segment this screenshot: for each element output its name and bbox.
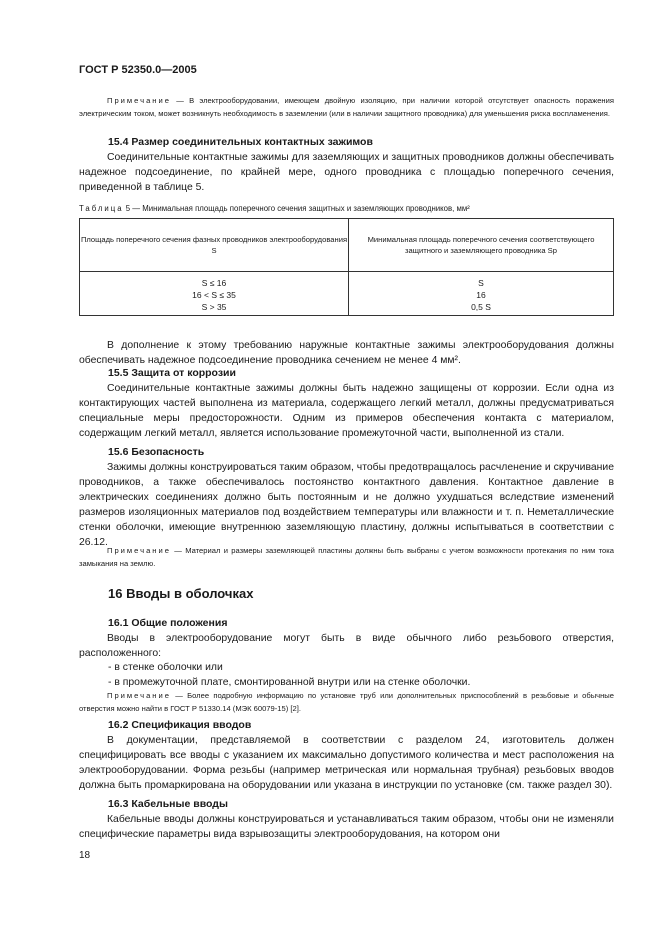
list-item: - в промежуточной плате, смонтированной внутри или на стенке оболочки.: [108, 677, 471, 688]
table-cell: 16 < S ≤ 35: [192, 290, 236, 300]
section-16-3-text: Кабельные вводы должны конструироваться и устанавливаться таким образом, чтобы они не изменяли специфические параметры вида взрывозащиты электрооборудования, на котором они: [79, 814, 614, 840]
table-header-divider: [80, 271, 613, 272]
section-16-1-list: [108, 660, 470, 690]
note-label: Примечание: [107, 691, 171, 700]
table-label: Таблица: [79, 204, 124, 213]
table-5-caption: [79, 204, 614, 213]
table-cell: 0,5 S: [471, 302, 491, 312]
table-header-protective-section: Минимальная площадь поперечного сечения соответствующего защитного и заземляющего проводника Sр: [367, 235, 595, 255]
table-column-protective-values: [349, 277, 613, 313]
table-caption-text: 5 — Минимальная площадь поперечного сечения защитных и заземляющих проводников, мм²: [125, 204, 470, 213]
table-cell: S: [478, 278, 484, 288]
table-cell: S > 35: [201, 302, 227, 312]
section-16-1-title: 16.1 Общие положения: [108, 617, 228, 629]
section-16-2-text: В документации, представляемой в соответствии с разделом 24, изготовитель должен специфицировать все вводы с указанием их максимально допустимого количества и мест расположения на электрооборудовании. Форма резьбы (например метрическая или нормальная трубная) резьбовых вводов должна быть промаркирована на оборудовании или указана в инструкции по установке (см. также раздел 30).: [79, 735, 614, 791]
note-text: — В электрооборудовании, имеющем двойную изоляцию, при наличии которой отсутствует опасность поражения электрическим током, может возникнуть необходимость в заземлении (или в наличии защитного проводника) для уменьшения риска воспламенения.: [79, 96, 614, 118]
section-15-4-text: Соединительные контактные зажимы для заземляющих и защитных проводников должны обеспечивать надежное подсоединение, по крайней мере, одного проводника с площадью поперечного сечения, приведенной в таблице 5.: [79, 152, 614, 193]
section-15-6-title: 15.6 Безопасность: [108, 446, 205, 458]
note-conduit-installation: [79, 690, 614, 715]
section-15-6-text: Зажимы должны конструироваться таким образом, чтобы предотвращалось расчленение и скручивание проводников, а также обеспечивалось постоянство контактного давления. Контактное давление в электрических соединениях должно быть постоянным и не должно ухудшаться вследствие изменений размеров изоляционных материалов под воздействием температуры или влажности и т. п. Неметаллические стенки оболочки, имеющие внутреннюю заземляющую пластину, должны испытываться в соответствии с 26.12.: [79, 462, 614, 548]
section-16-1-text: Вводы в электрооборудование могут быть в виде обычного либо резьбового отверстия, расположенного:: [79, 633, 614, 659]
note-text: — Материал и размеры заземляющей пластины должны быть выбраны с учетом возможности протекания по ним тока замыкания на землю.: [79, 546, 614, 568]
table-5: [79, 218, 614, 316]
table-cell: 16: [476, 290, 486, 300]
section-15-4-title: 15.4 Размер соединительных контактных зажимов: [108, 136, 373, 148]
note-label: Примечание: [107, 96, 171, 105]
table-cell: S ≤ 16: [201, 278, 227, 288]
table-header-phase-section: Площадь поперечного сечения фазных проводников электрооборудования S: [80, 235, 348, 255]
table-column-phase-values: [80, 277, 348, 313]
document-header: ГОСТ Р 52350.0—2005: [79, 64, 197, 76]
section-15-5-text: Соединительные контактные зажимы должны быть надежно защищены от коррозии. Если одна из контактирующих частей выполнена из материала, содержащего легкий металл, должны предусматриваться специальные меры предосторожности. Одним из примеров обеспечения контакта с материалом, содержащим легкий металл, является использование промежуточной части, выполненной из стали.: [79, 383, 614, 439]
section-15-5-title: 15.5 Защита от коррозии: [108, 367, 236, 379]
after-table-text: В дополнение к этому требованию наружные контактные зажимы электрооборудования должны обеспечивать надежное подсоединение проводника сечением не менее 4 мм².: [79, 340, 614, 366]
note-double-insulation: [79, 95, 614, 120]
page-number: 18: [79, 850, 91, 861]
section-16-3-title: 16.3 Кабельные вводы: [108, 798, 228, 810]
section-16-2-title: 16.2 Спецификация вводов: [108, 719, 252, 731]
list-item: - в стенке оболочки или: [108, 662, 223, 673]
note-text: — Более подробную информацию по установке труб или дополнительных приспособлений в резьбовые и обычные отверстия можно найти в ГОСТ Р 51330.14 (МЭК 60079-15) [2].: [79, 691, 614, 713]
note-label: Примечание: [107, 546, 171, 555]
section-16-title: 16 Вводы в оболочках: [108, 586, 254, 601]
note-grounding-plate: [79, 545, 614, 570]
